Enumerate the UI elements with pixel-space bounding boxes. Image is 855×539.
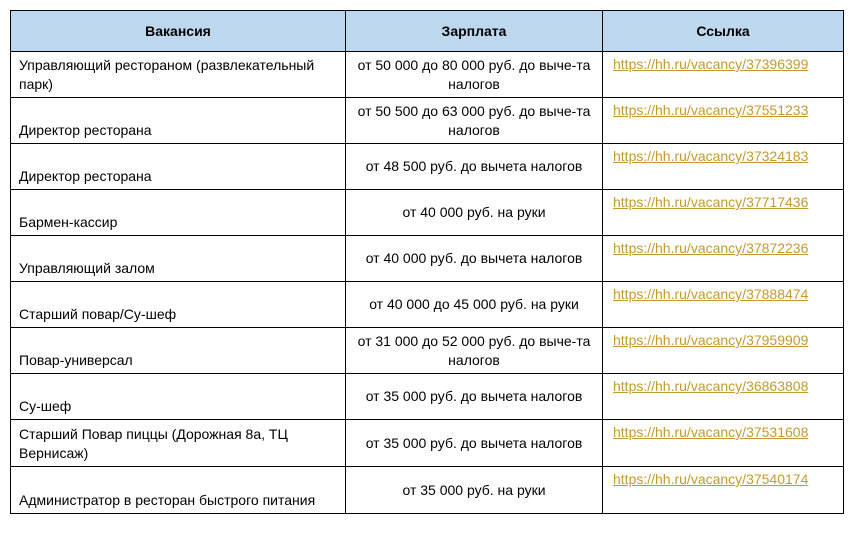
vacancy-cell: Директор ресторана bbox=[11, 98, 346, 144]
header-row bbox=[11, 11, 844, 52]
table-row bbox=[11, 328, 844, 374]
table-row bbox=[11, 282, 844, 328]
vacancy-cell: Старший Повар пиццы (Дорожная 8а, ТЦ Вернисаж) bbox=[11, 420, 346, 467]
vacancy-link[interactable]: https://hh.ru/vacancy/37717436 bbox=[613, 194, 809, 210]
salary-cell: от 35 000 руб. на руки bbox=[346, 467, 603, 514]
vacancy-cell: Директор ресторана bbox=[11, 144, 346, 190]
vacancy-cell: Старший повар/Су-шеф bbox=[11, 282, 346, 328]
table-row bbox=[11, 467, 844, 514]
vacancy-cell: Бармен-кассир bbox=[11, 190, 346, 236]
table-row bbox=[11, 144, 844, 190]
table-row bbox=[11, 52, 844, 98]
vacancy-link[interactable]: https://hh.ru/vacancy/37872236 bbox=[613, 240, 809, 256]
vacancy-link[interactable]: https://hh.ru/vacancy/37888474 bbox=[613, 286, 809, 302]
table-row bbox=[11, 374, 844, 420]
vacancy-cell: Администратор в ресторан быстрого питания bbox=[11, 467, 346, 514]
table-row bbox=[11, 98, 844, 144]
vacancy-link[interactable]: https://hh.ru/vacancy/37531608 bbox=[613, 424, 809, 440]
vacancy-cell: Управляющий залом bbox=[11, 236, 346, 282]
salary-cell: от 40 000 до 45 000 руб. на руки bbox=[346, 282, 603, 328]
vacancy-link[interactable]: https://hh.ru/vacancy/37396399 bbox=[613, 56, 809, 72]
vacancy-link[interactable]: https://hh.ru/vacancy/37551233 bbox=[613, 102, 809, 118]
salary-cell: от 50 000 до 80 000 руб. до выче-та налогов bbox=[346, 52, 603, 98]
vacancy-link[interactable]: https://hh.ru/vacancy/36863808 bbox=[613, 378, 809, 394]
header-salary: Зарплата bbox=[346, 11, 603, 52]
salary-cell: от 35 000 руб. до вычета налогов bbox=[346, 420, 603, 467]
table-row bbox=[11, 190, 844, 236]
vacancy-link[interactable]: https://hh.ru/vacancy/37540174 bbox=[613, 471, 809, 487]
salary-cell: от 48 500 руб. до вычета налогов bbox=[346, 144, 603, 190]
vacancy-table-wrapper bbox=[10, 10, 844, 514]
salary-cell: от 31 000 до 52 000 руб. до выче-та налогов bbox=[346, 328, 603, 374]
vacancy-link[interactable]: https://hh.ru/vacancy/37324183 bbox=[613, 148, 809, 164]
header-link: Ссылка bbox=[603, 11, 844, 52]
vacancy-cell: Су-шеф bbox=[11, 374, 346, 420]
vacancy-cell: Управляющий рестораном (развлекательный парк) bbox=[11, 52, 346, 98]
vacancy-table bbox=[10, 10, 844, 514]
salary-cell: от 35 000 руб. до вычета налогов bbox=[346, 374, 603, 420]
vacancy-cell: Повар-универсал bbox=[11, 328, 346, 374]
salary-cell: от 40 000 руб. на руки bbox=[346, 190, 603, 236]
header-vacancy: Вакансия bbox=[11, 11, 346, 52]
salary-cell: от 40 000 руб. до вычета налогов bbox=[346, 236, 603, 282]
table-row bbox=[11, 236, 844, 282]
salary-cell: от 50 500 до 63 000 руб. до выче-та налогов bbox=[346, 98, 603, 144]
table-row bbox=[11, 420, 844, 467]
vacancy-link[interactable]: https://hh.ru/vacancy/37959909 bbox=[613, 332, 809, 348]
